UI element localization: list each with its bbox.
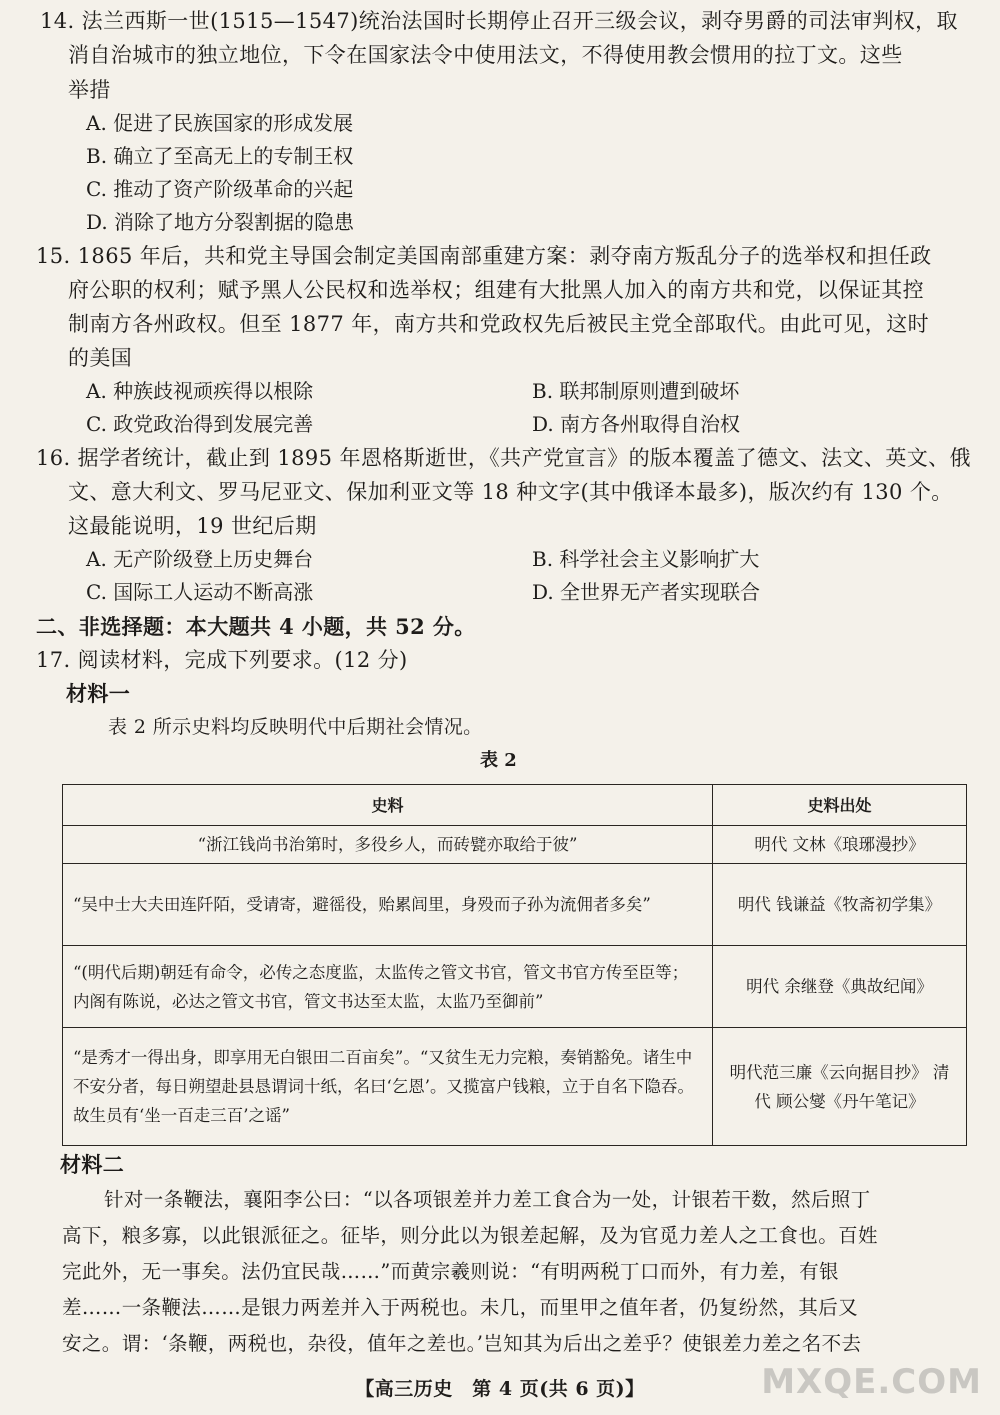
q15-line-1: 15. 1865 年后，共和党主导国会制定美国南部重建方案：剥夺南方叛乱分子的选举权和担任政 bbox=[36, 244, 932, 268]
watermark: MXQE.COM bbox=[761, 1362, 982, 1402]
header-source-origin: 史料出处 bbox=[713, 785, 967, 826]
q16-line-2: 文、意大利文、罗马尼亚文、保加利亚文等 18 种文字(其中俄译本最多)，版次约有 130 个。 bbox=[68, 480, 953, 504]
row-text: “吴中士大夫田连阡陌，受请寄，避徭役，贻累闾里，身殁而子孙为流佣者多矣” bbox=[63, 864, 713, 946]
row-text: “是秀才一得出身，即享用无白银田二百亩矣”。“又贫生无力完粮，奏销豁免。诸生中不安分者，每日朔望赴县恳谓词十纸，名曰‘乞恩’。又揽富户钱粮，立于自名下隐吞。故生员有‘坐一百走三百’之谣” bbox=[63, 1028, 713, 1146]
q14-option-d: D. 消除了地方分裂割据的隐患 bbox=[86, 210, 355, 234]
q14-line-2: 消自治城市的独立地位，下令在国家法令中使用法文，不得使用教会惯用的拉丁文。这些 bbox=[68, 43, 903, 67]
q14-line-1: 14. 法兰西斯一世(1515—1547)统治法国时长期停止召开三级会议，剥夺男爵的司法审判权，取 bbox=[40, 9, 958, 33]
row-source: 明代 钱谦益《牧斋初学集》 bbox=[713, 864, 967, 946]
material2-title: 材料二 bbox=[60, 1152, 125, 1177]
material2-line-1: 针对一条鞭法，襄阳李公曰：“以各项银差并力差工食合为一处，计银若干数，然后照丁 bbox=[104, 1188, 871, 1211]
q14-option-b: B. 确立了至高无上的专制王权 bbox=[86, 144, 354, 168]
q16-line-3: 这最能说明，19 世纪后期 bbox=[68, 514, 317, 538]
section-heading: 二、非选择题：本大题共 4 小题，共 52 分。 bbox=[36, 614, 476, 639]
q16-line-1: 16. 据学者统计，截止到 1895 年恩格斯逝世，《共产党宣言》的版本覆盖了德文、法文、英文、俄 bbox=[36, 446, 971, 470]
row-text: “浙江钱尚书治第时，多役乡人，而砖甓亦取给于彼” bbox=[63, 826, 713, 864]
table-row bbox=[63, 864, 967, 946]
q14-option-c: C. 推动了资产阶级革命的兴起 bbox=[86, 177, 354, 201]
q14-line-3: 举措 bbox=[68, 78, 111, 102]
q15-line-2: 府公职的权利；赋予黑人公民权和选举权；组建有大批黑人加入的南方共和党，以保证其控 bbox=[68, 278, 924, 302]
table-row bbox=[63, 826, 967, 864]
q15-option-b: B. 联邦制原则遭到破坏 bbox=[532, 379, 740, 403]
page-footer: 【高三历史 第 4 页(共 6 页)】 bbox=[355, 1378, 645, 1400]
q16-option-a: A. 无产阶级登上历史舞台 bbox=[86, 547, 314, 571]
row-source: 明代 余继登《典故纪闻》 bbox=[713, 946, 967, 1028]
row-source: 明代范三廉《云向据目抄》 清代 顾公燮《丹午笔记》 bbox=[713, 1028, 967, 1146]
table-caption: 表 2 bbox=[480, 750, 517, 771]
table-header-row bbox=[63, 785, 967, 826]
material1-title: 材料一 bbox=[66, 681, 131, 706]
q16-option-b: B. 科学社会主义影响扩大 bbox=[532, 547, 760, 571]
source-table bbox=[62, 784, 967, 1146]
q15-line-4: 的美国 bbox=[68, 346, 133, 370]
material2-line-4: 差……一条鞭法……是银力两差并入于两税也。未几，而里甲之值年者，仍复纷然，其后又 bbox=[62, 1296, 859, 1319]
q15-line-3: 制南方各州政权。但至 1877 年，南方共和党政权先后被民主党全部取代。由此可见，这时 bbox=[68, 312, 929, 336]
material2-line-5: 安之。谓：‘条鞭，两税也，杂役，值年之差也。’岂知其为后出之差乎？使银差力差之名不去 bbox=[62, 1332, 862, 1355]
header-source-text: 史料 bbox=[63, 785, 713, 826]
material2-line-2: 高下，粮多寡，以此银派征之。征毕，则分此以为银差起解，及为官觅力差人之工食也。百姓 bbox=[62, 1224, 878, 1247]
table-row bbox=[63, 946, 967, 1028]
q15-option-a: A. 种族歧视顽疾得以根除 bbox=[86, 379, 314, 403]
q16-option-c: C. 国际工人运动不断高涨 bbox=[86, 580, 314, 604]
q16-option-d: D. 全世界无产者实现联合 bbox=[532, 580, 761, 604]
q14-option-a: A. 促进了民族国家的形成发展 bbox=[86, 111, 354, 135]
material1-intro: 表 2 所示史料均反映明代中后期社会情况。 bbox=[108, 716, 483, 738]
row-text: “(明代后期)朝廷有命令，必传之态度监，太监传之管文书官，管文书官方传至臣等；内阁有陈说，必达之管文书官，管文书达至太监，太监乃至御前” bbox=[63, 946, 713, 1028]
q17-heading: 17. 阅读材料，完成下列要求。(12 分) bbox=[36, 648, 408, 672]
q15-option-c: C. 政党政治得到发展完善 bbox=[86, 412, 314, 436]
q15-option-d: D. 南方各州取得自治权 bbox=[532, 412, 741, 436]
table-row bbox=[63, 1028, 967, 1146]
row-source: 明代 文林《琅琊漫抄》 bbox=[713, 826, 967, 864]
material2-line-3: 完此外，无一事矣。法仍宜民哉……”而黄宗羲则说：“有明两税丁口而外，有力差，有银 bbox=[62, 1260, 839, 1283]
